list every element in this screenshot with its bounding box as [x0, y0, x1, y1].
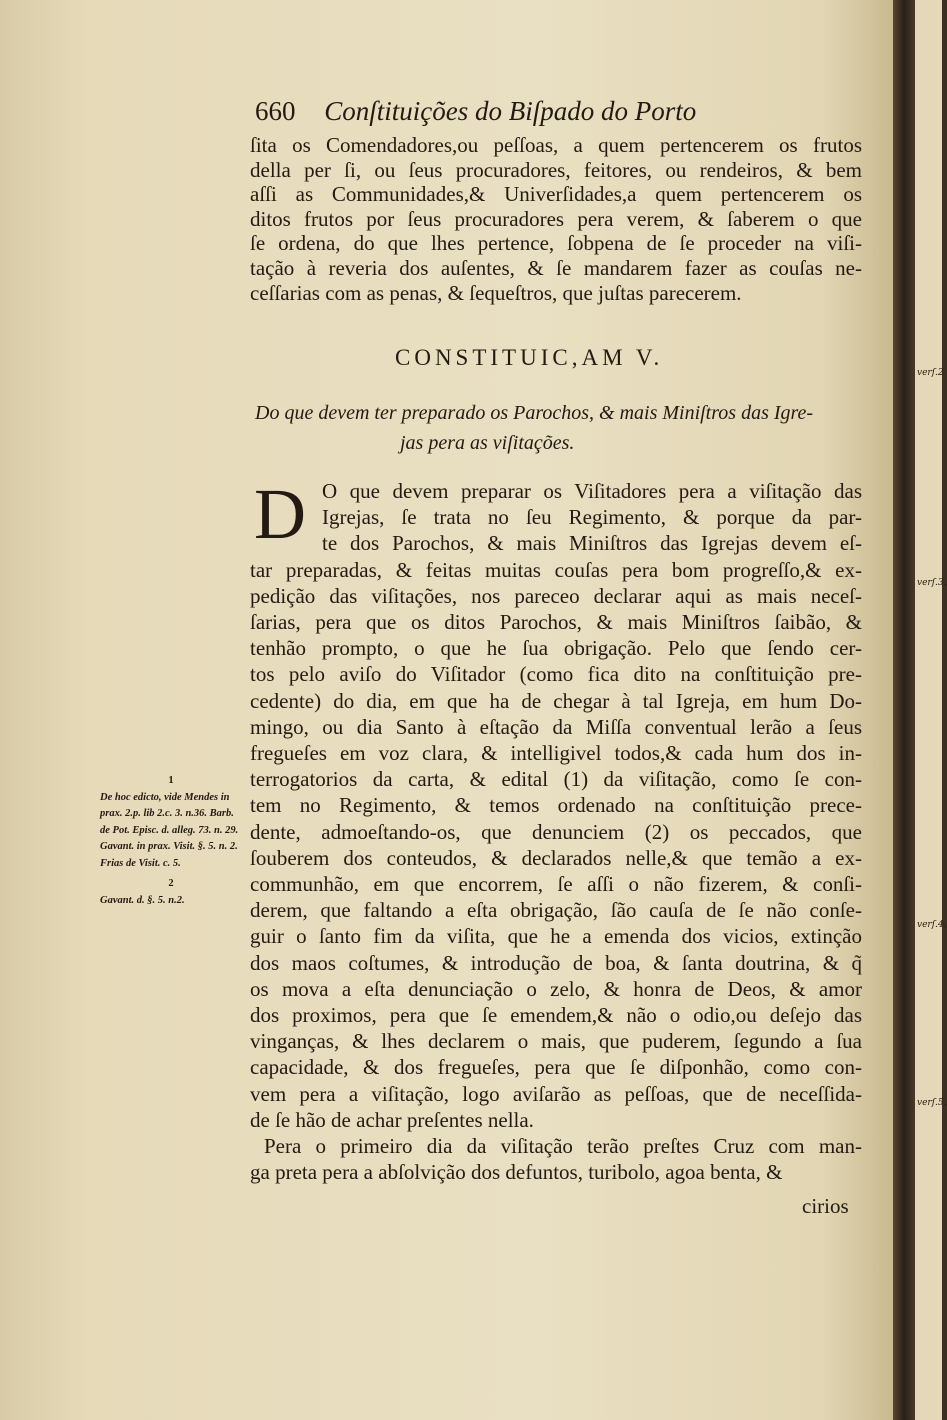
text-line: ſarias, pera que os ditos Parochos, & mais Miniſtros ſaibão, & [250, 610, 862, 635]
text-line: tação à reveria dos auſentes, & ſe mandarem fazer as couſas ne- [250, 255, 862, 280]
text-line: ſe ordena, do que lhes pertence, ſobpena de ſe proceder na viſi- [250, 231, 862, 256]
text-line: ga preta pera a abſolvição dos defuntos, turibolo, agoa benta, & [250, 1160, 783, 1185]
facing-margin-note: verſ.2 [917, 368, 944, 378]
text-line: dos proximos, pera que ſe emendem,& não o odio,ou deſejo das [250, 1003, 862, 1028]
text-line: terrogatorios da carta, & edital (1) da viſitação, como ſe con- [250, 767, 862, 792]
text-line: pedição das viſitações, nos pareceo declarar aqui as mais neceſ- [250, 583, 862, 608]
text-line: mingo, ou dia Santo à eſtação da Miſſa conventual lerão a ſeus [250, 714, 862, 739]
text-line: aſſi as Communidades,& Univerſidades,a quem pertencerem os [250, 182, 862, 207]
text-line: vinganças, & lhes declarem o mais, que puderem, ſegundo a ſua [250, 1029, 862, 1054]
subtitle-line: jas pera as viſitações. [400, 432, 575, 454]
text-line: dos maos coſtumes, & introdução de boa, & ſanta doutrina, & q̃ [250, 950, 862, 975]
text-line: dente, admoeſtando-os, que denunciem (2) os peccados, que [250, 819, 862, 844]
section-title: CONSTITUIC,AM V. [395, 345, 664, 370]
page-number: 660 [255, 96, 296, 126]
text-line: ditos frutos por ſeus procuradores pera verem, & ſaberem o que [250, 206, 862, 231]
text-line: Pera o primeiro dia da viſitação terão preſtes Cruz com man- [264, 1134, 862, 1159]
text-line: ſouberem dos conteudos, & declarados nelle,& que temão a ex- [250, 845, 862, 870]
text-line: ſita os Comendadores,ou peſſoas, a quem pertencerem os frutos [250, 133, 862, 157]
text-line: de ſe hão de achar preſentes nella. [250, 1107, 534, 1132]
text-line: communhão, em que encorrem, ſe aſſi o não fizerem, & conſi- [250, 872, 862, 897]
facing-margin-note: verſ.3. [917, 578, 947, 588]
text-line: te dos Parochos, & mais Miniſtros das Igrejas devem eſ- [322, 531, 862, 556]
text-line: O que devem preparar os Viſitadores pera a viſitação das [322, 479, 862, 503]
text-line: guir o ſanto fim da viſita, que he a emenda dos vicios, extinção [250, 924, 862, 949]
facing-page-edge [915, 0, 947, 1420]
book-gutter [893, 0, 915, 1420]
note-number: 1 [168, 775, 174, 786]
text-line: tos pelo aviſo do Viſitador (como fica dito na conſtituição pre- [250, 662, 862, 687]
body-paragraph [250, 474, 862, 1185]
text-line: fregueſes em voz clara, & intelligivel todos,& cada hum dos in- [250, 741, 862, 766]
text-line: della per ſi, ou ſeus procuradores, feitores, ou rendeiros, & bem [250, 157, 862, 182]
margin-note: De hoc edicto, vide Mendes in prax. 2.p. lib 2.c. 3. n.36. Barb. de Pot. Episc. d. alleg. 73. n. 29. Gavant. in prax. Visit. §. 5. n. 2. Frias de Visit. c. 5. [100, 791, 239, 869]
text-line: Igrejas, ſe trata no ſeu Regimento, & porque da par- [322, 505, 862, 530]
drop-cap: D [254, 474, 306, 554]
subtitle-line: Do que devem ter preparado os Parochos, & mais Miniſtros das Igre- [255, 402, 814, 424]
note-number: 2 [168, 878, 174, 889]
margin-notes [100, 773, 242, 909]
catchword: cirios [802, 1194, 849, 1218]
continued-paragraph [250, 133, 862, 305]
facing-margin-note: verſ.5. [917, 1098, 947, 1108]
margin-note: Gavant. d. §. 5. n.2. [100, 894, 185, 906]
text-line: tem no Regimento, & temos ordenado na conſtituição prece- [250, 793, 862, 818]
text-line: vem pera a viſitação, logo aviſarão as peſſoas, que de neceſſida- [250, 1081, 862, 1106]
text-line: capacidade, & dos fregueſes, pera que ſe diſponhão, como con- [250, 1055, 862, 1080]
text-line: derem, que faltando a eſta obrigação, ſão cauſa de ſe não conſe- [250, 898, 862, 923]
section-subtitle [255, 398, 865, 458]
text-line: os mova a eſta denunciação o zelo, & honra de Deos, & amor [250, 976, 862, 1001]
facing-margin-note: verſ.4. [917, 920, 947, 930]
text-line: ceſſarias com as penas, & ſequeſtros, que juſtas parecerem. [250, 280, 742, 305]
text-line: cedente) do dia, em que ha de chegar à tal Igreja, em hum Do- [250, 688, 862, 713]
running-title: Conſtituições do Biſpado do Porto [324, 96, 697, 126]
text-line: tar preparadas, & feitas muitas couſas pera bom progreſſo,& ex- [250, 557, 862, 582]
page-header [255, 96, 696, 127]
text-line: tenhão prompto, o que he ſua obrigação. Pelo que ſendo cer- [250, 636, 862, 661]
